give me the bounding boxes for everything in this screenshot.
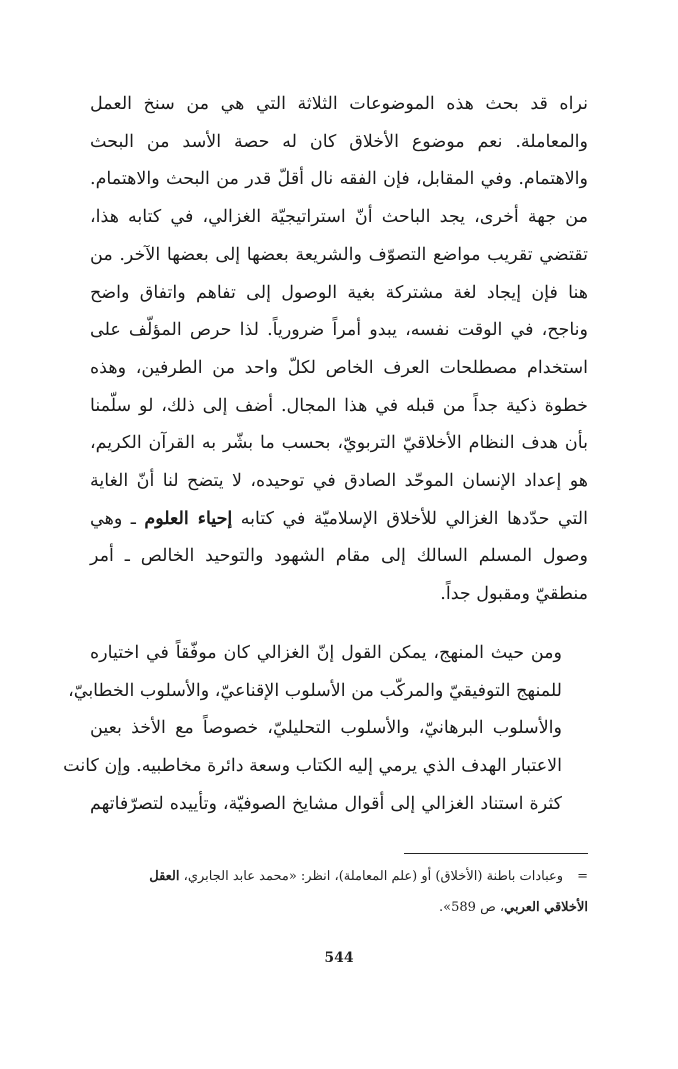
text-line: نراه قد بحث هذه الموضوعات الثلاثة التي هي من سنخ العمل xyxy=(90,94,588,114)
text-line: والمعاملة. نعم موضوع الأخلاق كان له حصة الأسد من البحث xyxy=(90,131,588,152)
text-line: خطوة ذكية جداً من قبله في هذا المجال. أضف إلى ذلك، لو سلّمنا xyxy=(90,395,588,416)
paragraph-1 xyxy=(90,86,588,614)
footnote-text: وعبادات باطنة (الأخلاق) أو (علم المعاملة)، انظر: «محمد عابد الجابري، xyxy=(183,869,564,884)
footnote-book-title: الأخلاقي العربي xyxy=(504,900,588,915)
footnote-book-title: العقل xyxy=(149,869,180,884)
footnote-divider xyxy=(404,853,588,854)
text-line: والاهتمام. وفي المقابل، فإن الفقه نال أقلّ قدر من البحث والاهتمام. xyxy=(90,169,588,190)
text-line: وناجح، في الوقت نفسه، يبدو أمراً ضرورياً. لذا حرص المؤلّف على xyxy=(90,320,588,341)
text-line: والأسلوب البرهانيّ، والأسلوب التحليليّ، خصوصاً مع الأخذ بعين xyxy=(90,718,562,739)
text-line: من جهة أخرى، يجد الباحث أنّ استراتيجيّة الغزالي، في كتابه هذا، xyxy=(90,207,588,228)
text-line: استخدام مصطلحات العرف الخاص لكلّ واحد من الطرفين، وهذه xyxy=(90,357,588,378)
text-line: للمنهج التوفيقيّ والمركّب من الأسلوب الإقناعيّ، والأسلوب الخطابيّ، xyxy=(68,680,562,701)
text-segment: التي حدّدها الغزالي للأخلاق الإسلاميّة في كتابه xyxy=(240,508,588,529)
text-line: كثرة استناد الغزالي إلى أقوال مشايخ الصوفيّة، وتأييده لتصرّفاتهم xyxy=(90,793,562,814)
text-line-with-title xyxy=(90,501,588,539)
footnote xyxy=(90,861,588,923)
text-line: ومن حيث المنهج، يمكن القول إنّ الغزالي كان موفّقاً في اختياره xyxy=(90,642,562,663)
footnote-line xyxy=(90,892,588,923)
footnote-marker: = xyxy=(577,869,588,884)
text-line: وصول المسلم السالك إلى مقام الشهود والتوحيد الخالص ـ أمر xyxy=(90,546,588,567)
footnote-text: ، ص 589». xyxy=(439,900,505,915)
page-number: 544 xyxy=(324,950,354,966)
text-line: هنا فإن إيجاد لغة مشتركة بغية الوصول إلى تفاهم واتفاق واضح xyxy=(90,282,588,303)
text-line: هو إعداد الإنسان الموحّد الصادق في توحيده، لا يتضح لنا أنّ الغاية xyxy=(90,471,588,492)
text-line: الاعتبار الهدف الذي يرمي إليه الكتاب وسعة دائرة مخاطبيه. وإن كانت xyxy=(63,755,562,776)
text-line: منطقيّ ومقبول جداً. xyxy=(440,584,588,605)
main-text xyxy=(63,86,588,823)
book-title: إحياء العلوم xyxy=(144,508,233,529)
paragraph-2 xyxy=(63,635,588,824)
footnote-line xyxy=(90,861,588,892)
text-line: بأن هدف النظام الأخلاقيّ التربويّ، بحسب ما بشّر به القرآن الكريم، xyxy=(90,433,588,454)
text-line: تقتضي تقريب مواضع التصوّف والشريعة بعضها إلى بعضها الآخر. من xyxy=(90,244,588,265)
text-segment: ـ وهي xyxy=(90,508,136,529)
